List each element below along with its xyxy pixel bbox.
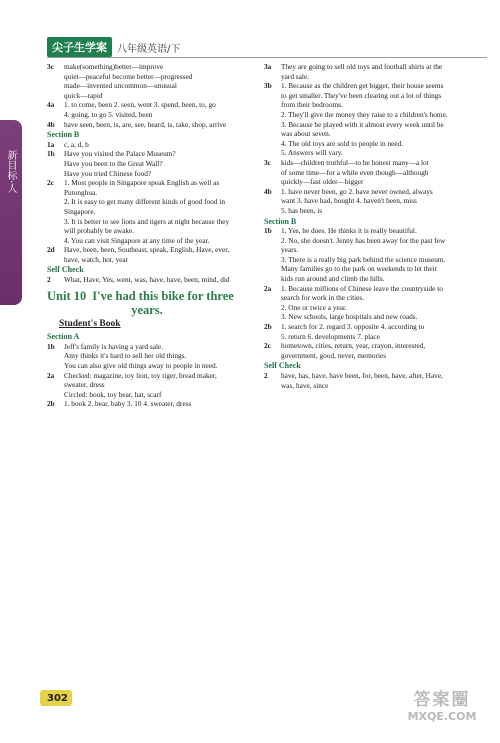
answer-label: 3c [47,62,54,71]
answer-label: 2b [264,322,272,332]
answer-item [47,275,247,285]
watermark [392,690,492,730]
answer-line: quiet—peaceful become better—progressed [64,71,193,81]
answer-line: was, have, since [281,380,329,390]
answer-line: hometown, cities, return, year, crayon, interested, [281,341,426,351]
answer-line: 3. It is better to see lions and tigers at night because they [64,216,230,226]
answer-line: 1. book 2. bear, baby 3. 10 4. sweater, dress [64,399,192,409]
answer-line: to get smaller. They've been clearing out a lot of things [281,90,442,100]
answer-line: 4. going, to go 5. visited, been [64,109,153,119]
answer-line: 5. has been, is [281,205,323,215]
answer-line: Checked: magazine, toy lion, toy tiger, bread maker, [64,370,217,380]
answer-line: 4. You can visit Singapore at any time of the year. [64,235,210,245]
answer-item [264,62,471,81]
side-tab [0,120,22,305]
answer-item [264,322,471,341]
brand-logo: 尖子生学案 [47,37,112,57]
answer-label: 1b [264,226,272,236]
answer-text [64,275,247,285]
answer-line: Have, been, been, Southeast, speak, English, Have, ever, [64,245,230,255]
answer-line: government, good, never, memories [281,350,387,360]
answer-line: 2. They'll give the money they raise to a children's home. [281,109,448,119]
answer-line: search for work in the cities. [281,293,365,303]
answer-text [64,371,247,400]
answer-text [64,342,247,371]
answer-line: want 3. have had, bought 4. haven't been, miss [281,196,417,206]
answer-line: Singapore. [64,206,96,216]
answer-label: 1b [47,149,55,159]
answer-text [64,100,247,119]
answer-item [264,81,471,158]
answer-line: 2. One or twice a year. [281,302,347,312]
answer-text [281,341,471,360]
header-divider [47,57,487,58]
answer-line: Have you been to the Great Wall? [64,158,163,168]
answer-label: 2a [264,283,272,293]
answer-line: 1. Because as the children get bigger, their house seems [281,81,444,91]
answer-line: Putonghua. [64,187,98,197]
answer-line: quick—rapid [64,90,103,100]
answer-item [47,245,247,264]
answer-line: yard sale. [281,71,309,81]
answer-label: 4b [264,186,272,196]
answers-left-a [47,342,247,409]
answers-right-self-check [264,371,471,390]
answer-item [47,140,247,150]
answer-line: They are going to sell old toys and football shirts at the [281,62,443,71]
answer-line: 2. No, she doesn't. Jenny has been away for the past few [281,235,446,245]
answer-text [64,399,247,409]
answer-text [64,140,247,150]
answer-line: 5. Answers will vary. [281,148,343,158]
answer-line: have, watch, hot, year [64,254,129,264]
answer-text [64,178,247,245]
self-check-heading: Self Check [47,265,84,275]
answer-text [64,149,247,178]
page-header [47,38,180,56]
answer-line: 5. return 6. developments 7. place [281,331,380,341]
answer-text [281,284,471,322]
answer-line: Have you tried Chinese food? [64,168,152,178]
unit-title-line2: years. [131,302,163,317]
answer-line: sweater, dress [64,380,105,390]
answer-label: 2b [47,399,55,409]
answer-text [64,245,247,264]
answers-left-top [47,62,247,129]
answer-item [264,341,471,360]
answer-label: 3b [264,81,272,91]
watermark-logo-text: 答案圈 [413,690,471,710]
answer-line: was about seven. [281,129,331,139]
answer-label: 2a [47,370,55,380]
unit-number: Unit 10 [47,288,87,303]
answer-label: 2d [47,245,55,255]
answers-left-b [47,140,247,265]
answer-label: 2c [47,178,54,188]
answer-label: 2 [47,275,51,285]
answer-item [264,158,471,187]
answer-line: 1. Because millions of Chinese leave the countryside to [281,283,443,293]
answer-item [47,62,247,100]
answer-text [281,226,471,284]
grade-label: 八年级英语/下 [117,43,181,55]
answer-label: 2c [264,341,271,351]
answer-line: 1. have never been, go 2. have never owned, always [281,186,433,196]
side-tab-label: 新目标·人 [5,150,16,194]
right-self-check-heading: Self Check [264,361,301,371]
answer-text [281,322,471,341]
answer-text [281,62,471,81]
answer-item [264,226,471,284]
answer-item [264,371,471,390]
answer-line: have seen, been, is, are, see, heard, is, take, shop, arrive [64,119,227,129]
answer-line: Many families go to the park on weekends to let their [281,264,438,274]
answer-item [47,100,247,119]
answer-label: 4a [47,100,55,110]
answer-label: 3c [264,157,271,167]
right-column [264,62,471,390]
answer-line: 3. There is a really big park behind the science museum. [281,254,446,264]
answer-line: 3. New schools, large hospitals and new roads. [281,312,418,322]
answer-line: Circled: book, toy bear, hat, scarf [64,389,162,399]
answer-text [281,371,471,390]
answer-line: made—invented uncommon—unusual [64,81,177,91]
answer-text [64,62,247,100]
answer-line: quickly—fast older—bigger [281,177,364,187]
answer-line: What, Have, Yes, went, was, have, have, been, mind, did [64,275,230,285]
answer-line: 1. search for 2. regard 3. opposite 4. according to [281,322,425,332]
watermark-url: MXQE.COM [407,710,477,723]
answer-label: 1a [47,139,55,149]
answers-left-self-check [47,275,247,285]
answer-label: 3a [264,62,272,71]
section-b-heading: Section B [47,130,80,140]
answer-line: from their bedrooms. [281,100,343,110]
left-column [47,62,247,409]
answer-line: 2. It is easy to get many different kinds of good food in [64,197,225,207]
answer-item [264,187,471,216]
answer-line: 3. Because he played with it almost every week until he [281,119,444,129]
answer-line: years. [281,245,299,255]
unit-title [47,289,247,317]
answer-line: You can also give old things away to people in need. [64,361,218,371]
answer-line: Amy thinks it's hard to sell her old things. [64,351,187,361]
right-section-b-heading: Section B [264,216,297,226]
answer-item [47,120,247,130]
answer-item [47,342,247,371]
answer-line: 4. The old toys are sold to people in need. [281,138,404,148]
answer-item [264,284,471,322]
answer-label: 1b [47,341,55,351]
answer-line: of some time—for a while even though—although [281,167,429,177]
answer-line: have, has, have, have been, for, been, have, after, Have, [281,371,443,380]
answer-label: 2 [264,371,268,380]
unit-title-line1: I've had this bike for three [92,288,234,303]
answer-text [281,158,471,187]
answer-line: Have you visited the Palace Museum? [64,149,176,159]
answer-line: 1. Yes, he does. He thinks it is really beautiful. [281,226,417,236]
answer-line: c, a, d, b [64,139,89,149]
answer-item [47,149,247,178]
answer-text [281,81,471,158]
answer-line: 1. Most people in Singapore speak English as well as [64,178,220,188]
answer-label: 4b [47,119,55,129]
answer-line: kids—children truthful—to be honest many—a lot [281,157,429,167]
answer-item [47,399,247,409]
answer-text [281,187,471,216]
answers-right-b [264,226,471,360]
answer-item [47,371,247,400]
section-a-heading: Section A [47,332,80,342]
answer-text [64,120,247,130]
answer-line: 1. to come, been 2. seen, went 3. spend, been, to, go [64,100,216,110]
page-number: 302 [47,693,68,704]
answer-line: make(something)better—improve [64,62,164,71]
answer-line: Jeff's family is having a yard sale. [64,341,164,351]
answer-line: will probably be awake. [64,226,135,236]
answer-line: kids run around and climb the hills. [281,274,385,284]
answers-right-a [264,62,471,216]
students-book-heading: Student's Book [59,318,121,329]
answer-item [47,178,247,245]
